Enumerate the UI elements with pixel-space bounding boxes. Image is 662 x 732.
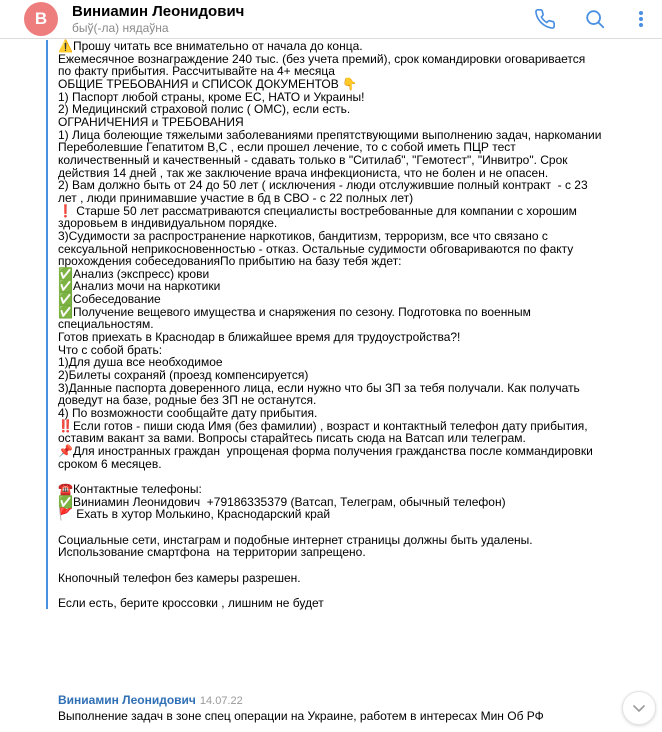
contact-status: быў(-ла) нядаўна <box>72 21 169 35</box>
message-line: ОБЩИЕ ТРЕБОВАНИЯ и СПИСОК ДОКУМЕНТОВ 👇 <box>58 76 358 91</box>
contact-name[interactable]: Виниамин Леонидович <box>72 3 245 20</box>
message-line: 1) Лица болеющие тяжелыми заболеваниями препятствующими выполнению задач, наркомании <box>58 127 602 142</box>
message-line: ☎️Контактные телефоны: <box>58 481 202 496</box>
scroll-down-button[interactable] <box>622 691 656 725</box>
reply-author-name[interactable]: Виниамин Леонидович <box>58 693 196 707</box>
more-icon[interactable] <box>628 6 654 32</box>
message-line: 3)Судимости за распространение наркотиков, бандитизм, терроризм, все что связано с <box>58 228 548 243</box>
message-line: здоровьем в индивидуальном порядке. <box>58 216 278 231</box>
message-line: ✅Анализ (экспресс) крови <box>58 266 210 281</box>
message-line: 4) По возможности сообщайте дату прибытия. <box>58 406 318 421</box>
message-line: 3)Данные паспорта доверенного лица, если нужно что бы ЗП за тебя получали. Как получать <box>58 380 580 395</box>
reply-message-text: Выполнение задач в зоне спец операции на Украине, работем в интересах Мин Об РФ <box>58 709 544 723</box>
message-line: ⚠️Прошу читать все внимательно от начала до конца. <box>58 39 363 53</box>
message-line: ‼️Если готов - пиши сюда Имя (без фамилии) , возраст и контактный телефон дату прибытия, <box>58 418 588 433</box>
message-line: ✅Виниамин Леонидович +79186335379 (Ватсап, Телеграм, обычный телефон) <box>58 494 506 509</box>
phone-icon[interactable] <box>532 6 558 32</box>
message-body <box>48 40 608 609</box>
message-line: Кнопочный телефон без камеры разрешен. <box>58 570 301 585</box>
message-line: доведут на базе, родные без ЗП не останутся. <box>58 393 317 408</box>
message-line: Переболевшие Гепатитом В,С , если прошел лечение, то с собой иметь ПЦР тест <box>58 140 516 155</box>
message-line: сексуальной неприкосновенностью - отказ. Остальные судимости обговариваются по факту <box>58 241 574 256</box>
search-icon[interactable] <box>582 6 608 32</box>
chevron-down-icon <box>631 700 647 716</box>
message-line: 2)Билеты сохраняй (проезд компенсируется) <box>58 368 309 383</box>
message-line: 1)Для душа все необходимое <box>58 355 223 370</box>
message-line: ❗️ Старше 50 лет рассматриваются специалисты востребованные для компании с хорошим <box>58 203 577 218</box>
message-line: 2) Вам должно быть от 24 до 50 лет ( исключения - люди отслужившие полный контракт - с 23 <box>58 178 588 193</box>
message-line: 📌Для иностранных граждан упрощеная форма получения гражданства после коммандировки <box>58 444 593 458</box>
message-line: лет , люди принимавшие участие в бд в СВО - с 22 полных лет) <box>58 190 414 205</box>
message-line: Ежемесячное вознаграждение 240 тыс. (без учета премий), срок командировки оговаривается <box>58 51 586 66</box>
message-line: количественный и качественный - сдавать только в "Ситилаб", "Гемотест", "Инвитро". Срок <box>58 152 568 167</box>
message-line: сроком 6 месяцев. <box>58 456 162 471</box>
quoted-message <box>46 40 608 609</box>
message-line: ✅Анализ мочи на наркотики <box>58 279 221 294</box>
message-line <box>58 521 608 534</box>
reply-date: 14.07.22 <box>199 695 243 707</box>
message-line: Социальные сети, инстаграм и подобные интернет страницы должны быть удалены. <box>58 532 533 547</box>
message-line: прохождения собеседованияПо прибытию на базу тебя ждет: <box>58 254 402 269</box>
message-line <box>58 559 608 572</box>
message-line: действия 14 дней , так же заключение врача инфекциониста, что не болен и не опасен. <box>58 165 549 180</box>
message-line: 1) Паспорт любой страны, кроме ЕС, НАТО и Украины! <box>58 89 365 104</box>
reply-header <box>58 693 243 707</box>
message-line: Если есть, берите кроссовки , лишним не будет <box>58 595 324 610</box>
message-line: специальностям. <box>58 317 154 332</box>
message-line: ОГРАНИЧЕНИЯ и ТРЕБОВАНИЯ <box>58 114 244 129</box>
chat-header <box>0 0 662 39</box>
message-line: оставим вакант за вами. Вопросы старайтесь писать сюда на Ватсап или телеграм. <box>58 431 526 446</box>
message-line: 2) Медицинский страховой полис ( ОМС), если есть. <box>58 102 351 117</box>
message-line: 🚩 Ехать в хутор Молькино, Краснодарский край <box>58 507 331 522</box>
message-line: Готов приехать в Краснодар в ближайшее время для трудоустройства?! <box>58 330 461 345</box>
message-line: Использование смартфона на территории запрещено. <box>58 545 366 560</box>
message-line: ✅Получение вещевого имущества и снаряжения по сезону. Подготовка по военным <box>58 304 531 319</box>
message-line: Что с собой брать: <box>58 342 163 357</box>
avatar[interactable]: В <box>24 2 58 36</box>
message-line: ✅Собеседование <box>58 292 161 307</box>
message-line: по факту прибытия. Рассчитывайте на 4+ месяца <box>58 64 335 79</box>
message-line <box>58 584 608 597</box>
